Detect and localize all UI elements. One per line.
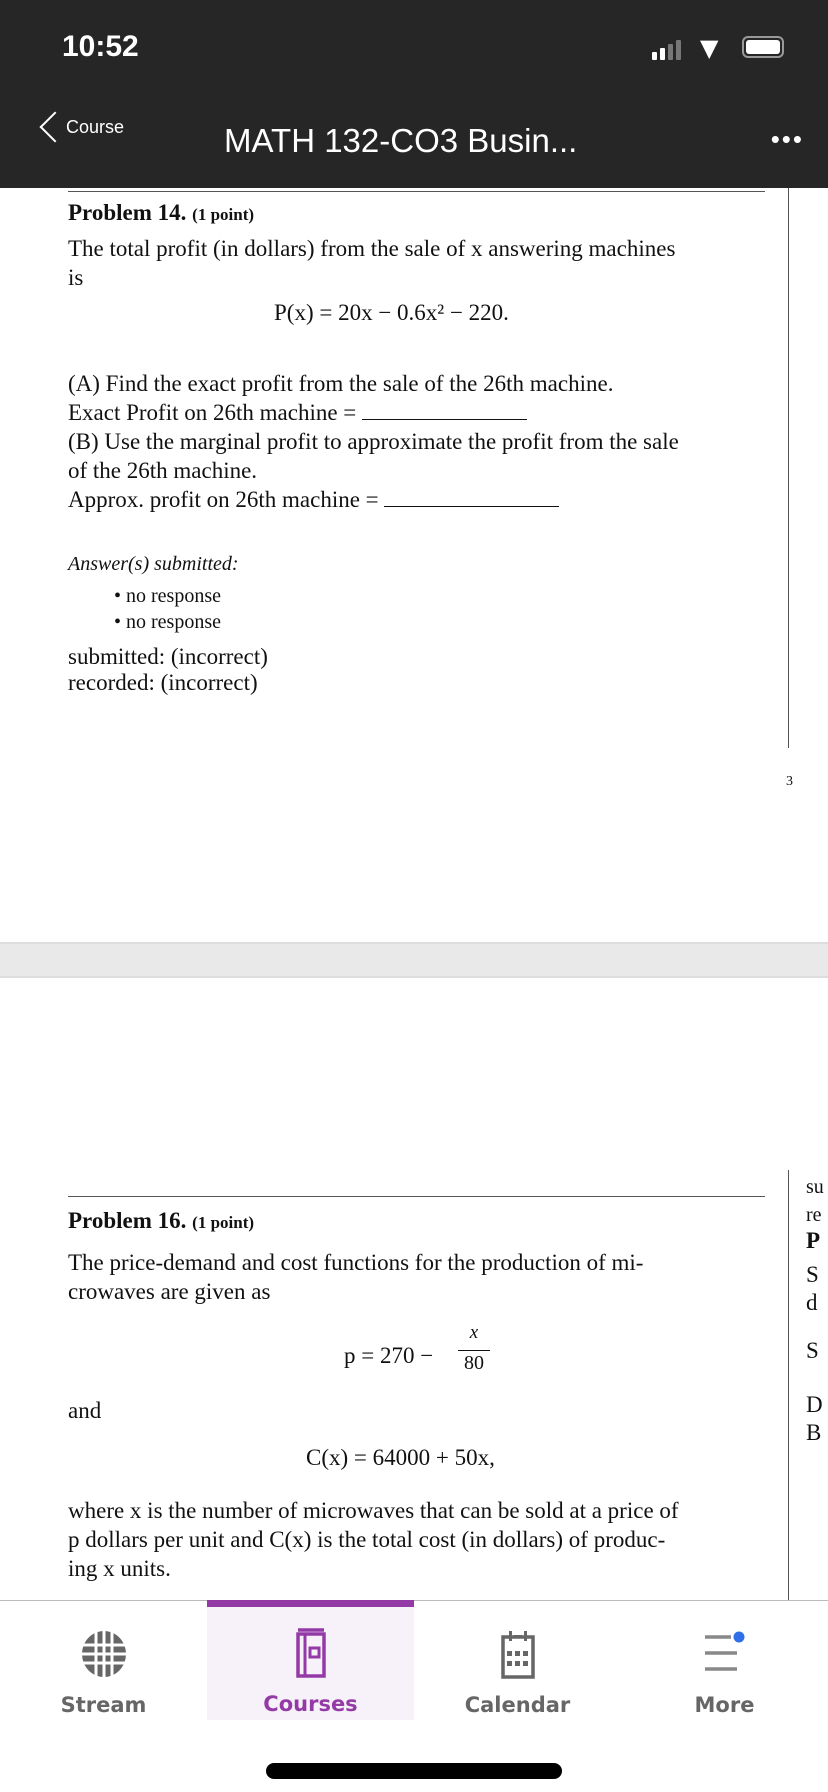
answer-item: • no response — [114, 611, 221, 633]
page-title: MATH 132-CO3 Busin... — [224, 122, 578, 159]
document-page-4 — [0, 980, 828, 1600]
next-page-text: re — [806, 1204, 822, 1226]
home-indicator[interactable] — [266, 1763, 562, 1779]
tab-stream[interactable] — [0, 1601, 207, 1720]
more-options-button[interactable]: ••• — [770, 124, 804, 154]
back-label: Course — [66, 116, 125, 137]
part-a: (A) Find the exact profit from the sale of the 26th machine. — [68, 371, 614, 396]
problem-text: crowaves are given as — [68, 1279, 271, 1304]
next-page-text: su — [806, 1176, 824, 1198]
page-edge — [788, 1170, 789, 1600]
problem-text: The total profit (in dollars) from the sale of x answering machines — [68, 236, 676, 261]
fraction-denominator: 80 — [464, 1352, 484, 1374]
problem-text: p dollars per unit and C(x) is the total cost (in dollars) of produc- — [68, 1527, 666, 1552]
wifi-icon: ▼ — [700, 34, 719, 62]
cost-formula: C(x) = 64000 + 50x, — [306, 1445, 495, 1470]
recorded-status: recorded: (incorrect) — [68, 670, 258, 695]
profit-formula: P(x) = 20x − 0.6x² − 220. — [274, 300, 509, 325]
problem-text: ing x units. — [68, 1556, 171, 1581]
next-page-text: d — [806, 1290, 818, 1315]
tab-courses[interactable] — [207, 1600, 414, 1720]
fraction-bar — [458, 1350, 490, 1351]
problem-text: where x is the number of microwaves that can be sold at a price of — [68, 1498, 679, 1523]
answer-blank — [384, 506, 559, 507]
problem-text: The price-demand and cost functions for the production of mi- — [68, 1250, 644, 1275]
menu-icon — [705, 1631, 745, 1679]
answer-blank — [362, 419, 527, 420]
answers-heading: Answer(s) submitted: — [68, 553, 239, 575]
clock: 10:52 — [62, 30, 139, 63]
bottom-tab-bar — [0, 1600, 828, 1720]
fraction-numerator: x — [469, 1322, 479, 1343]
notification-badge — [733, 1632, 744, 1643]
next-page-text: B — [806, 1420, 822, 1445]
price-formula: p = 270 − — [344, 1343, 434, 1368]
tab-label: Calendar — [464, 1693, 571, 1717]
tab-label: Stream — [60, 1693, 147, 1717]
book-icon — [296, 1628, 326, 1678]
next-page-text: D — [806, 1392, 823, 1417]
part-a-answer: Exact Profit on 26th machine = — [68, 398, 527, 427]
part-b: (B) Use the marginal profit to approximate the profit from the sale — [68, 429, 679, 454]
next-page-text: S — [806, 1338, 819, 1363]
problem-heading: Problem 16. (1 point) — [68, 1208, 255, 1233]
divider — [68, 191, 765, 192]
problem-text: and — [68, 1398, 102, 1423]
tab-label: Courses — [263, 1692, 358, 1716]
document-page-3 — [0, 188, 828, 942]
submitted-status: submitted: (incorrect) — [68, 644, 268, 669]
problem-text: is — [68, 265, 84, 290]
tab-label: More — [694, 1693, 755, 1717]
nav-bar — [0, 92, 828, 188]
back-button[interactable] — [44, 116, 124, 138]
battery-icon — [742, 36, 784, 58]
calendar-icon — [501, 1629, 535, 1679]
globe-icon — [80, 1629, 128, 1679]
tab-more[interactable] — [621, 1601, 828, 1720]
page-edge — [788, 188, 789, 748]
part-b-answer: Approx. profit on 26th machine = — [68, 485, 559, 514]
part-b: of the 26th machine. — [68, 458, 258, 483]
tab-calendar[interactable] — [414, 1601, 621, 1720]
divider — [68, 1196, 765, 1197]
page-number: 3 — [786, 774, 793, 789]
next-page-text: S — [806, 1262, 819, 1287]
answer-item: • no response — [114, 585, 221, 607]
signal-icon — [652, 40, 681, 60]
status-bar — [0, 0, 828, 92]
problem-heading: Problem 14. (1 point) — [68, 200, 255, 225]
page-separator — [0, 942, 828, 978]
next-page-text: P — [806, 1228, 821, 1253]
